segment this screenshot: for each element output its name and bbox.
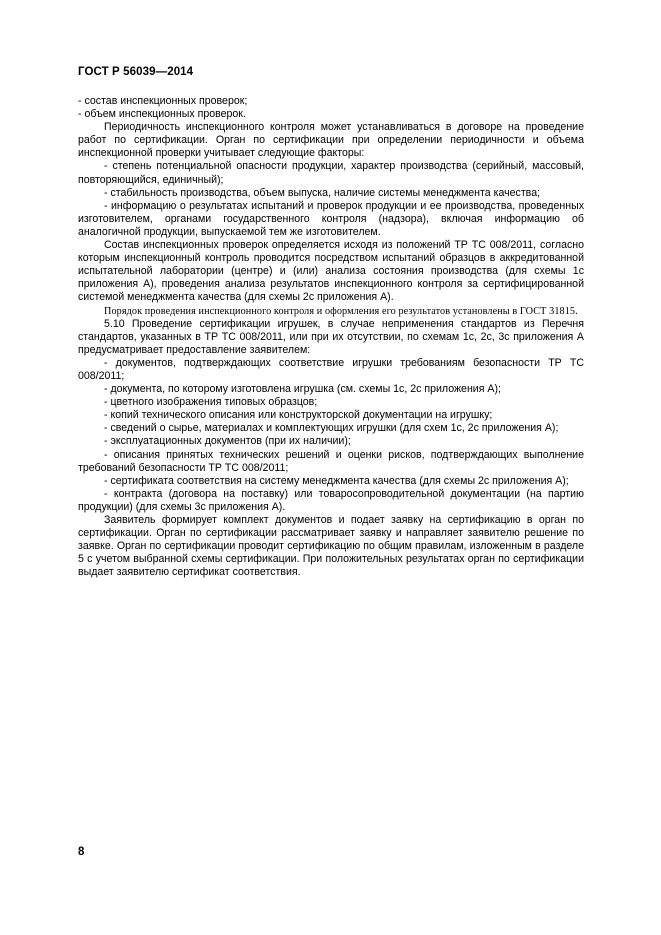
list-item: - копий технического описания или конструкторской документации на игрушку; <box>104 409 493 422</box>
paragraph-serif-note: Порядок проведения инспекционного контроля и оформления его результатов установлены в ГОСТ 31815. <box>104 305 578 317</box>
list-item: - сертификата соответствия на систему менеджмента качества (для схемы 2с приложения А); <box>104 474 569 487</box>
paragraph: Состав инспекционных проверок определяется исходя из положений ТР ТС 008/2011, согласно которым инспекционный контроль проводится посредством испытаний образцов в аккредитованной испытательной лаборатории (центре) и (или) анализа состояния производства (для схемы 1с приложения А), проведения анализа результатов инспекционного контроля за сертифицированной системой менеджмента качества (для схемы 2с приложения А). <box>78 239 584 304</box>
paragraph: - информацию о результатах испытаний и проверок продукции и ее производства, проведенных изготовителем, органами государственного контроля (надзора), включая информацию об аналогичной продукции, выпускаемой тем же изготовителем. <box>78 199 584 238</box>
paragraph: Заявитель формирует комплект документов и подает заявку на сертификацию в орган по сертификации. Орган по сертификации рассматривает заявку и направляет заявителю решение по заявке. Орган по сертификации проводит сертификацию по общим правилам, изложенным в разделе 5 с учетом выбранной схемы сертификации. При положительных результатах орган по сертификации выдает заявителю сертификат соответствия. <box>78 514 584 579</box>
document-header: ГОСТ Р 56039—2014 <box>78 66 194 78</box>
paragraph: - состав инспекционных проверок; <box>78 95 248 107</box>
list-item: - сведений о сырье, материалах и комплектующих игрушки (для схем 1с, 2с приложения А); <box>104 422 559 435</box>
paragraph: - объем инспекционных проверок. <box>78 108 246 121</box>
list-item: - контракта (договора на поставку) или товаросопроводительной документации (на партию продукции) (для схемы 3с приложения А). <box>78 487 584 513</box>
list-item: - эксплуатационных документов (при их наличии); <box>104 435 351 448</box>
list-item: - цветного изображения типовых образцов; <box>104 396 318 409</box>
paragraph: Периодичность инспекционного контроля может устанавливаться в договоре на проведение работ по сертификации. Орган по сертификации при определении периодичности и объема инспекционной проверки учитывает следующие факторы: <box>78 121 584 160</box>
paragraph: - степень потенциальной опасности продукции, характер производства (серийный, массовый, повторяющийся, единичный); <box>78 160 584 186</box>
list-item: - документа, по которому изготовлена игрушка (см. схемы 1с, 2с приложения А); <box>104 383 501 396</box>
document-body <box>78 95 584 579</box>
paragraph: - стабильность производства, объем выпуска, наличие системы менеджмента качества; <box>104 186 541 199</box>
list-item: - описания принятых технических решений и оценки рисков, подтверждающих выполнение требований безопасности ТР ТС 008/2011; <box>78 448 584 474</box>
list-item: - документов, подтверждающих соответствие игрушки требованиям безопасности ТР ТС 008/2011; <box>78 356 584 382</box>
page-number: 8 <box>78 846 85 858</box>
paragraph-section-5-10: 5.10 Проведение сертификации игрушек, в случае неприменения стандартов из Перечня стандартов, указанных в ТР ТС 008/2011, или при их отсутствии, по схемам 1с, 2с, 3с приложения А предусматривает предоставление заявителем: <box>78 317 584 356</box>
